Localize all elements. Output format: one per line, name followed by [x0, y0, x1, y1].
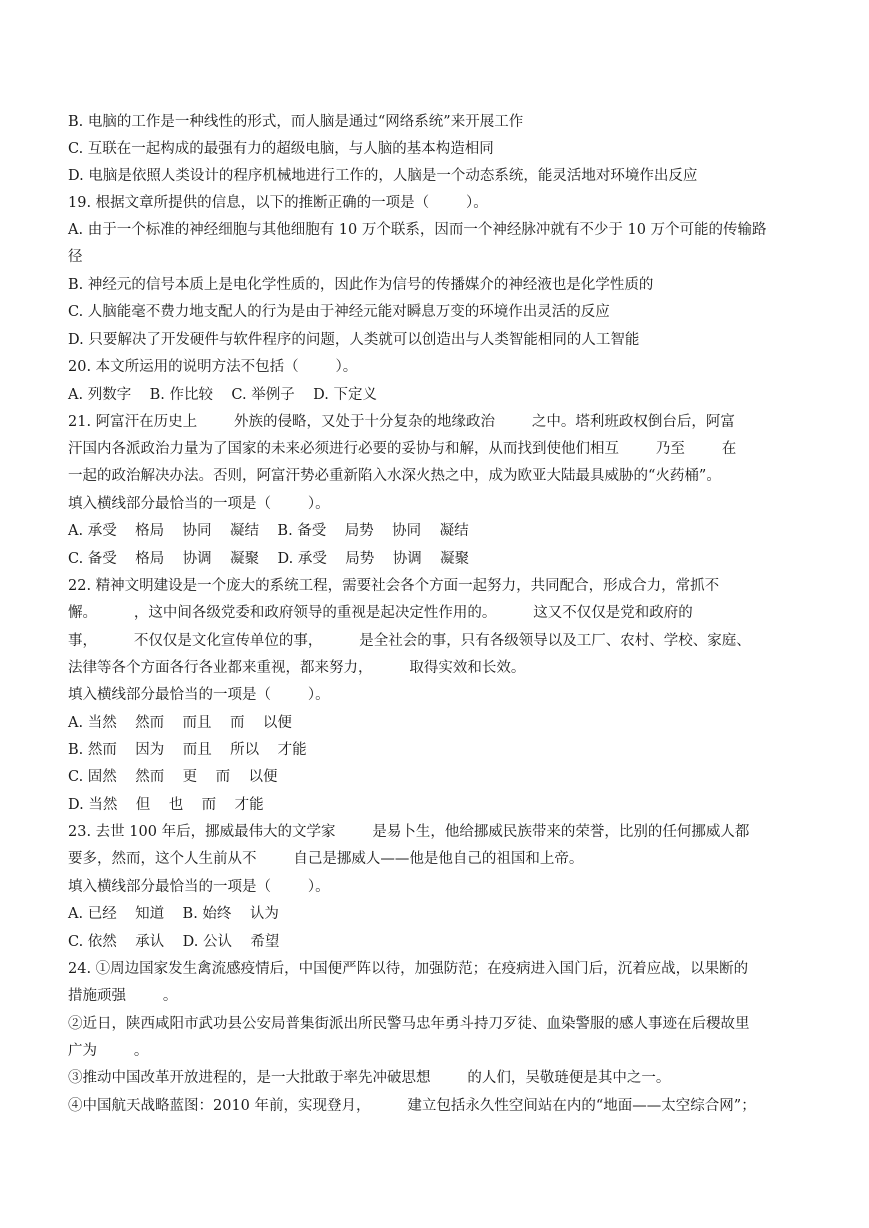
- q19-option-d: D. 只要解决了开发硬件与软件程序的问题，人类就可以创造出与人类智能相同的人工智能: [68, 332, 640, 348]
- option-b-line: B. 电脑的工作是一种线性的形式，而人脑是通过“网络系统”来开展工作: [68, 114, 524, 130]
- question-19: 19. 根据文章所提供的信息，以下的推断正确的一项是（ ）。: [68, 195, 488, 211]
- q21-options-cd: C. 备受 格局 协调 凝聚 D. 承受 局势 协调 凝聚: [68, 551, 470, 567]
- question-24: 24. ①周边国家发生禽流感疫情后，中国便严阵以待，加强防范；在疫病进入国门后，沉着应战，以果断的: [68, 961, 749, 977]
- q23-options-ab: A. 已经 知道 B. 始终 认为: [68, 906, 279, 922]
- q24-item4: ④中国航天战略蓝图：2010 年前，实现登月， 建立包括永久性空间站在内的“地面——太空综合网”；: [68, 1098, 756, 1114]
- q24-item1-cont: 措施顽强 。: [68, 988, 178, 1004]
- q24-item2: ②近日，陕西咸阳市武功县公安局普集街派出所民警马忠年勇斗持刀歹徒、血染警服的感人事迹在后稷故里: [68, 1016, 750, 1032]
- q19-option-a-cont: 径: [68, 249, 83, 265]
- option-d-line: D. 电脑是依照人类设计的程序机械地进行工作的，人脑是一个动态系统，能灵活地对环境作出反应: [68, 168, 698, 184]
- q21-options-ab: A. 承受 格局 协同 凝结 B. 备受 局势 协同 凝结: [68, 523, 469, 539]
- q22-text-2: 懈。 ，这中间各级党委和政府领导的重视是起决定性作用的。 这又不仅仅是党和政府的: [68, 605, 693, 621]
- question-23: 23. 去世 100 年后，挪威最伟大的文学家 是易卜生，他给挪威民族带来的荣誉，比别的任何挪威人都: [68, 824, 750, 840]
- q22-option-c: C. 固然 然而 更 而 以便: [68, 769, 278, 785]
- q19-option-c: C. 人脑能毫不费力地支配人的行为是由于神经元能对瞬息万变的环境作出灵活的反应: [68, 304, 610, 320]
- question-22: 22. 精神文明建设是一个庞大的系统工程，需要社会各个方面一起努力，共同配合，形成合力，常抓不: [68, 578, 720, 594]
- q21-text-3: 一起的政治解决办法。否则，阿富汗势必重新陷入水深火热之中，成为欧亚大陆最具威胁的“火药桶”。: [68, 468, 721, 484]
- q22-option-d: D. 当然 但 也 而 才能: [68, 797, 264, 813]
- q22-text-4: 法律等各个方面各行各业都来重视，都来努力， 取得实效和长效。: [68, 660, 526, 676]
- q22-text-3: 事， 不仅仅是文化宣传单位的事， 是全社会的事，只有各级领导以及工厂、农村、学校、家庭、: [68, 633, 751, 649]
- q22-option-a: A. 当然 然而 而且 而 以便: [68, 715, 292, 731]
- q19-option-b: B. 神经元的信号本质上是电化学性质的，因此作为信号的传播媒介的神经液也是化学性质的: [68, 277, 654, 293]
- option-c-line: C. 互联在一起构成的最强有力的超级电脑，与人脑的基本构造相同: [68, 141, 494, 157]
- question-21: 21. 阿富汗在历史上 外族的侵略，又处于十分复杂的地缘政治 之中。塔利班政权倒台后，阿富: [68, 414, 735, 430]
- q21-text-2: 汗国内各派政治力量为了国家的未来必须进行必要的妥协与和解，从而找到使他们相互 乃至 在: [68, 441, 737, 457]
- q20-options: A. 列数字 B. 作比较 C. 举例子 D. 下定义: [68, 387, 377, 403]
- q21-prompt: 填入横线部分最恰当的一项是（ ）。: [68, 496, 330, 512]
- q23-prompt: 填入横线部分最恰当的一项是（ ）。: [68, 879, 330, 895]
- q19-option-a: A. 由于一个标准的神经细胞与其他细胞有 10 万个联系，因而一个神经脉冲就有不少于 10 万个可能的传输路: [68, 222, 767, 238]
- q22-prompt: 填入横线部分最恰当的一项是（ ）。: [68, 687, 330, 703]
- q24-item3: ③推动中国改革开放进程的，是一大批敢于率先冲破思想 的人们，吴敬琏便是其中之一。: [68, 1070, 671, 1086]
- q23-text-2: 要多，然而，这个人生前从不 自己是挪威人——他是他自己的祖国和上帝。: [68, 851, 584, 867]
- q24-item2-cont: 广为 。: [68, 1043, 149, 1059]
- q23-options-cd: C. 依然 承认 D. 公认 希望: [68, 934, 280, 950]
- q22-option-b: B. 然而 因为 而且 所以 才能: [68, 742, 307, 758]
- question-20: 20. 本文所运用的说明方法不包括（ ）。: [68, 359, 358, 375]
